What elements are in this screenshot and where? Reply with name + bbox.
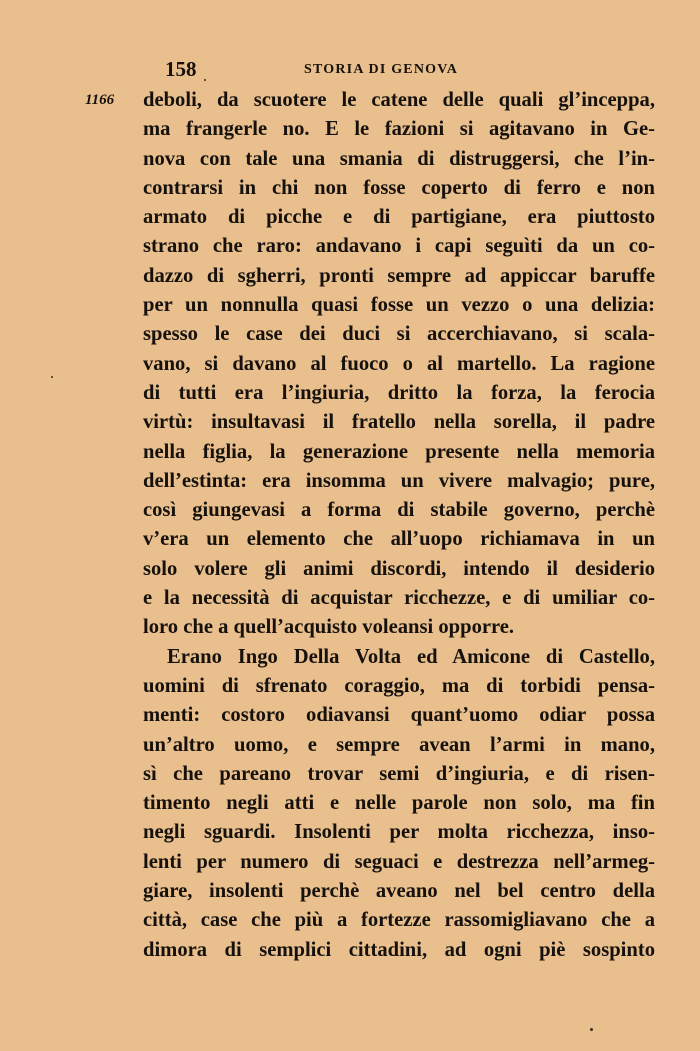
text-line: menti: costoro odiavansi quant’uomo odiar possa [143, 704, 655, 727]
text-line: negli sguardi. Insolenti per molta ricchezza, inso- [143, 821, 655, 844]
paper-speck [51, 376, 53, 378]
text-line: città, case che più a fortezze rassomigliavano che a [143, 909, 655, 932]
text-line: strano che raro: andavano i capi seguìti da un co- [143, 235, 655, 258]
text-line: Erano Ingo Della Volta ed Amicone di Castello, [167, 645, 655, 668]
running-title: STORIA DI GENOVA [304, 62, 459, 77]
text-line: dimora di semplici cittadini, ad ogni piè sospinto [143, 938, 655, 961]
text-line: per un nonnulla quasi fosse un vezzo o una delizia: [143, 294, 655, 317]
paper-speck [590, 1028, 593, 1031]
page-header [165, 57, 655, 83]
text-line: uomini di sfrenato coraggio, ma di torbidi pensa- [143, 674, 655, 697]
text-line: di tutti era l’ingiuria, dritto la forza, la ferocia [143, 381, 655, 404]
text-line: dazzo di sgherri, pronti sempre ad appiccar baruffe [143, 264, 655, 287]
text-line: un’altro uomo, e sempre avean l’armi in mano, [143, 733, 655, 756]
body-text [143, 86, 655, 965]
text-line: v’era un elemento che all’uopo richiamava in un [143, 528, 655, 551]
text-line: ma frangerle no. E le fazioni si agitavano in Ge- [143, 118, 655, 141]
text-line: loro che a quell’acquisto voleansi opporre. [143, 616, 515, 639]
text-line: contrarsi in chi non fosse coperto di ferro e non [143, 176, 655, 199]
text-line: nova con tale una smania di distruggersi, che l’in- [143, 147, 655, 170]
text-line: spesso le case dei duci si accerchiavano, si scala- [143, 323, 655, 346]
margin-year-note: 1166 [85, 92, 115, 108]
text-line: giare, insolenti perchè aveano nel bel centro della [143, 880, 655, 903]
text-line: e la necessità di acquistar ricchezze, e di umiliar co- [143, 587, 655, 610]
text-line: virtù: insultavasi il fratello nella sorella, il padre [143, 411, 655, 434]
text-line: lenti per numero di seguaci e destrezza nell’armeg- [143, 850, 655, 873]
text-line: deboli, da scuotere le catene delle quali gl’inceppa, [143, 89, 655, 111]
text-line: così giungevasi a forma di stabile governo, perchè [143, 499, 655, 522]
text-line: nella figlia, la generazione presente nella memoria [143, 440, 655, 463]
text-line: dell’estinta: era insomma un vivere malvagio; pure, [143, 469, 655, 492]
page-number: 158 [165, 57, 197, 81]
text-line: sì che pareano trovar semi d’ingiuria, e di risen- [143, 762, 655, 785]
text-line: armato di picche e di partigiane, era piuttosto [143, 206, 655, 229]
text-line: vano, si davano al fuoco o al martello. La ragione [143, 352, 655, 375]
text-line: timento negli atti e nelle parole non solo, ma fin [143, 792, 655, 815]
text-line: solo volere gli animi discordi, intendo il desiderio [143, 557, 655, 580]
paper-speck [204, 79, 206, 81]
